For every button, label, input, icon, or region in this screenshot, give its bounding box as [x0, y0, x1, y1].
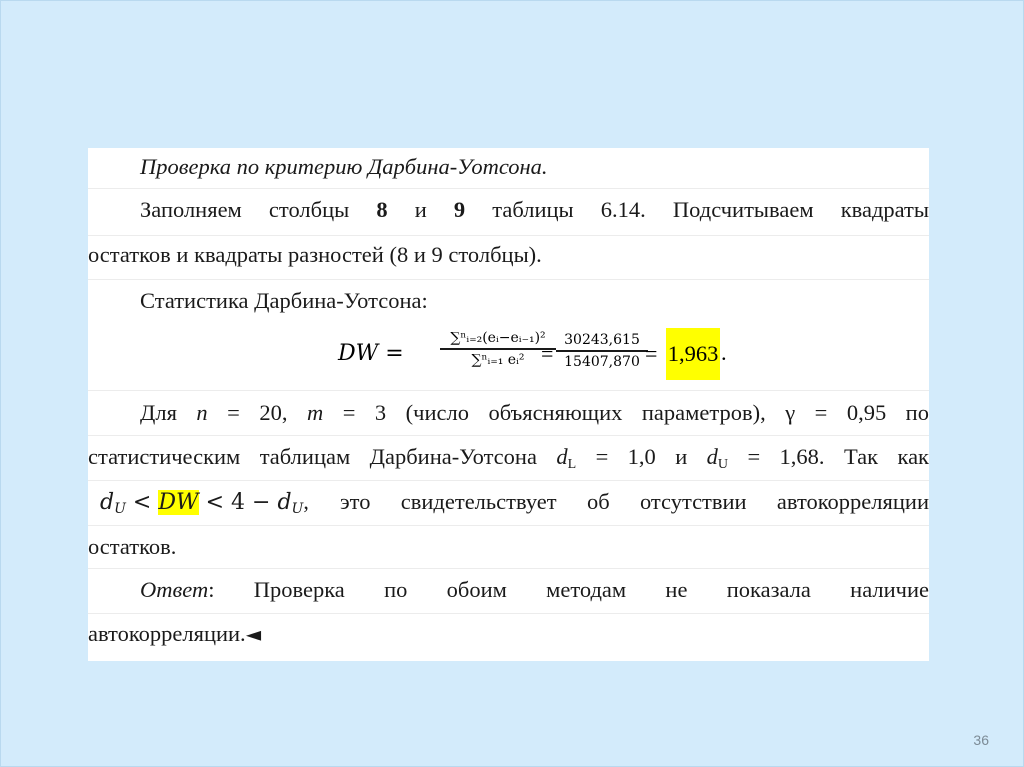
ineq-comma: ,	[303, 489, 309, 514]
row-separator	[88, 525, 929, 526]
formula-lhs: DW =	[338, 341, 404, 366]
paragraph-2-line-4: остатков.	[88, 534, 177, 559]
para2-mid: = 20,	[207, 400, 307, 425]
para1-text-a: Заполняем столбцы	[140, 197, 377, 222]
formula-equals-2: =	[645, 341, 658, 366]
row-separator	[88, 480, 929, 481]
para2-line2-b: = 1,0 и	[576, 444, 707, 469]
var-d-u-subscript: U	[717, 457, 729, 472]
var-d-l-subscript: L	[567, 457, 577, 472]
var-d-l: d	[556, 444, 568, 469]
var-n: n	[196, 400, 208, 425]
inequality	[100, 487, 309, 524]
ineq-less-than: <	[125, 490, 159, 515]
fraction-bar	[556, 350, 648, 352]
paragraph-2-line-2	[88, 442, 929, 480]
paragraph-2-line-1	[140, 398, 929, 428]
statistic-label: Статистика Дарбина-Уотсона:	[140, 288, 428, 313]
para2-line2-c: = 1,68. Так как	[728, 444, 929, 469]
durbin-watson-formula	[88, 328, 929, 388]
formula-denominator-value: 15407,870	[564, 353, 640, 370]
document-page	[88, 148, 929, 661]
para1-and: и	[387, 197, 454, 222]
formula-sum-fraction	[440, 330, 556, 368]
paragraph-1-line-2: остатков и квадраты разностей (8 и 9 столбцы).	[88, 242, 542, 267]
para2-line2-a: статистическим таблицам Дарбина-Уотсона	[88, 444, 557, 469]
row-separator	[88, 613, 929, 614]
answer-label: Ответ	[140, 577, 209, 602]
formula-value-fraction	[556, 332, 648, 370]
formula-numerator-value: 30243,615	[564, 332, 640, 348]
para1-text-b: таблицы 6.14. Подсчитываем квадраты	[465, 197, 930, 222]
row-separator	[88, 188, 929, 189]
fraction-bar	[440, 348, 556, 350]
para2-prefix: Для	[140, 400, 197, 425]
answer-text-1: Проверка по обоим методам не показала наличие	[214, 577, 929, 602]
ineq-d-u-subscript: U	[114, 501, 126, 517]
formula-result-highlight: 1,963	[666, 328, 720, 380]
answer-colon: :	[208, 577, 215, 602]
formula-period: .	[721, 340, 727, 365]
row-separator	[88, 279, 929, 280]
row-separator	[88, 435, 929, 436]
paragraph-2-line-3-text: это свидетельствует об отсутствии автокорреляции	[340, 489, 929, 514]
formula-equals-1: =	[541, 341, 554, 366]
ineq-dw-highlight: DW	[158, 490, 199, 515]
para2-rest: = 3 (число объясняющих параметров), γ = 0,95 по	[323, 400, 929, 425]
ineq-d-u: d	[100, 490, 115, 515]
answer-text-2: автокорреляции.	[88, 621, 246, 646]
answer-line-1	[140, 575, 929, 605]
para1-column-9: 9	[453, 197, 466, 222]
row-separator	[88, 235, 929, 236]
para1-column-8: 8	[376, 197, 388, 222]
var-m: m	[306, 400, 324, 425]
formula-sum-denominator: ∑ⁿᵢ₌₁ eᵢ²	[471, 351, 525, 368]
ineq-rest: < 4 −	[198, 490, 278, 515]
paragraph-1-line-1	[140, 195, 929, 225]
ineq-d-u-2-subscript: U	[291, 501, 304, 517]
end-of-proof-marker-icon: ◄	[245, 622, 262, 646]
var-d-u: d	[706, 444, 718, 469]
ineq-d-u-2: d	[277, 490, 292, 515]
row-separator	[88, 568, 929, 569]
answer-line-2	[88, 619, 929, 649]
section-heading: Проверка по критерию Дарбина-Уотсона.	[140, 154, 548, 179]
formula-sum-numerator: ∑ⁿᵢ₌₂(eᵢ−eᵢ₋₁)²	[450, 330, 546, 346]
slide-page-number: 36	[973, 732, 989, 748]
row-separator	[88, 390, 929, 391]
